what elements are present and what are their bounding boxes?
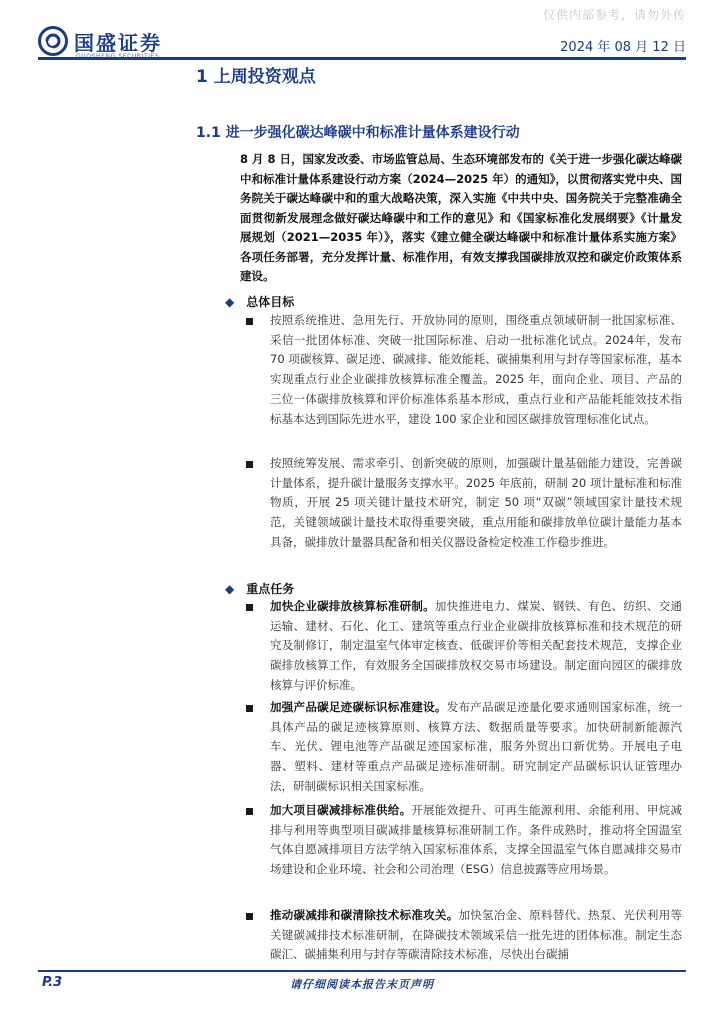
task-item-body: 开展能效提升、可再生能源利用、余能利用、甲烷减排与利用等典型项目碳减排量核算标准研制工作。条件成熟时，推动将全国温室气体自愿减排项目方法学纳入国家标准体系，支撑全国温室气体自愿减排交易市场建设和企业环境、社会和公司治理（ESG）信息披露等应用场景。 bbox=[270, 803, 683, 877]
watermark-text: 仅供内部参考，请勿外传 bbox=[542, 8, 686, 22]
task-item-body: 发布产品碳足迹量化要求通则国家标准，统一具体产品的碳足迹核算原则、核算方法、数据质量等要求。加快研制新能源汽车、光伏、锂电池等产品碳足迹国家标准，服务外贸出口新优势。开展电子电器、塑料、建材等重点产品碳足迹标准研制。研究制定产品碳标识认证管理办法，研制碳标识相关国家标准。 bbox=[270, 700, 683, 793]
footer-divider bbox=[38, 970, 686, 972]
square-bullet-icon bbox=[246, 318, 253, 325]
report-date: 2024 年 08 月 12 日 bbox=[560, 40, 686, 55]
task-item bbox=[270, 597, 682, 696]
lead-paragraph: 8 月 8 日，国家发改委、市场监管总局、生态环境部发布的《关于进一步强化碳达峰碳中和标准计量体系建设行动方案（2024—2025 年）的通知》，以贯彻落实党中央、国务院关于碳达峰碳中和的重大战略决策，深入实施《中共中央、国务院关于完整准确全面贯彻新发展理念做好碳达峰碳中和工作的意见》和《国家标准化发展纲要》《计量发展规划（2021—2035 年）》，落实《建立健全碳达峰碳中和标准计量体系实施方案》各项任务部署，充分发挥计量、标准作用，有效支撑我国碳排放双控和碳定价政策体系建设。 bbox=[240, 152, 683, 283]
tasks-heading bbox=[225, 580, 294, 597]
goal-item: 按照系统推进、急用先行、开放协同的原则，围绕重点领域研制一批国家标准、采信一批团体标准、突破一批国际标准、启动一批标准化试点。2024年，发布 70 项碳核算、碳足迹、碳减排、能效能耗、碳捕集利用与封存等国家标准，基本实现重点行业企业碳排放核算标准全覆盖。2025 年，面向企业、项目、产品的三位一体碳排放核算和评价标准体系基本形成，重点行业和产品能耗能效技术指标基本达到国际先进水平，建设 100 家企业和园区碳排放管理标准化试点。 bbox=[270, 313, 682, 426]
section-heading: 1 上周投资观点 bbox=[196, 67, 316, 87]
footer-disclaimer: 请仔细阅读本报告末页声明 bbox=[290, 978, 434, 991]
square-bullet-icon bbox=[246, 913, 253, 920]
task-item bbox=[270, 906, 682, 966]
subsection-heading: 1.1 进一步强化碳达峰碳中和标准计量体系建设行动 bbox=[196, 125, 520, 141]
task-item-title: 推动碳减排和碳清除技术标准攻关。 bbox=[270, 908, 459, 922]
task-item-title: 加强产品碳足迹碳标识标准建设。 bbox=[270, 700, 447, 714]
goal-item: 按照统筹发展、需求牵引、创新突破的原则，加强碳计量基础能力建设，完善碳计量体系，提升碳计量服务支撑水平。2025 年底前，研制 20 项计量标准和标准物质，开展 25 项关键计量技术研究，制定 50 项“双碳”领域国家计量技术规范，关键领域碳计量技术取得重要突破，重点用能和碳排放单位碳计量能力基本具备，碳排放计量器具配备和相关仪器设备检定校准工作稳步推进。 bbox=[270, 456, 682, 549]
task-item-title: 加快企业碳排放核算标准研制。 bbox=[270, 599, 435, 613]
task-item-body: 加快推进电力、煤炭、钢铁、有色、纺织、交通运输、建材、石化、化工、建筑等重点行业企业碳排放核算标准和技术规范的研究及制修订，制定温室气体审定核查、低碳评价等相关配套技术规范，支撑企业碳排放核算工作，有效服务全国碳排放权交易市场建设。制定面向园区的碳排放核算与评价标准。 bbox=[270, 599, 683, 692]
task-item bbox=[270, 801, 682, 880]
task-item-title: 加大项目碳减排标准供给。 bbox=[270, 803, 412, 817]
page-number: P.3 bbox=[42, 975, 63, 990]
square-bullet-icon bbox=[246, 461, 253, 468]
diamond-bullet-icon: ◆ bbox=[225, 295, 235, 309]
square-bullet-icon bbox=[246, 705, 253, 712]
goals-heading bbox=[225, 293, 294, 310]
goals-heading-label: 总体目标 bbox=[246, 295, 295, 309]
logo-emblem-icon bbox=[38, 26, 68, 56]
company-logo bbox=[38, 26, 198, 66]
logo-chinese-name: 国盛证券 bbox=[74, 31, 162, 55]
task-item bbox=[270, 698, 682, 797]
square-bullet-icon bbox=[246, 808, 253, 815]
tasks-heading-label: 重点任务 bbox=[246, 582, 295, 596]
task-item-body: 加快氢冶金、原料替代、热泵、光伏利用等关键碳减排技术标准研制，在降碳技术领域采信一批先进的团体标准。制定生态碳汇、碳捕集利用与封存等碳清除技术标准，尽快出台碳捕 bbox=[270, 908, 682, 962]
header-divider bbox=[38, 57, 686, 60]
square-bullet-icon bbox=[246, 604, 253, 611]
diamond-bullet-icon: ◆ bbox=[225, 582, 235, 596]
